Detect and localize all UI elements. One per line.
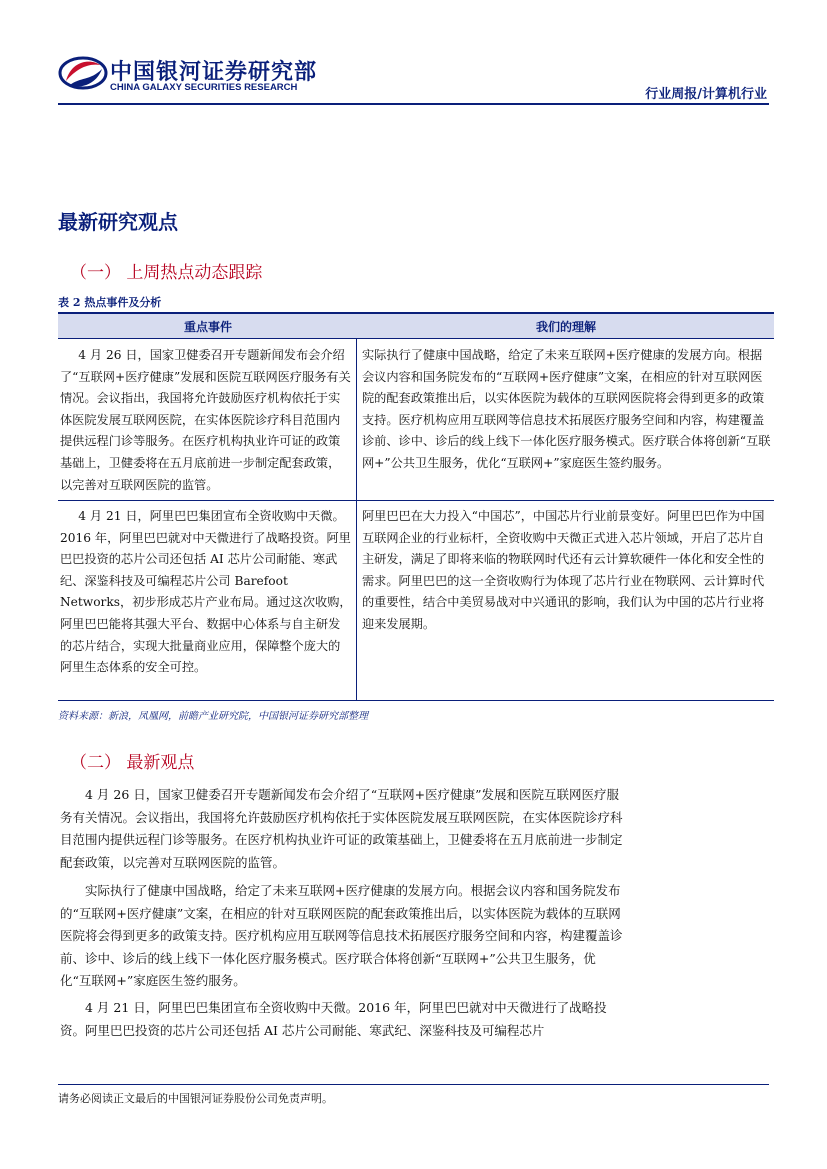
brand-name-cn: 中国银河证券研究部 (110, 60, 318, 85)
section-heading-1: （一） 上周热点动态跟踪 (70, 263, 263, 283)
table-source-note: 资料来源：新浪，凤凰网，前瞻产业研究院，中国银河证券研究部整理 (58, 711, 368, 722)
table-header-analysis: 我们的理解 (535, 320, 596, 334)
page-title: 最新研究观点 (58, 210, 178, 234)
galaxy-logo-icon (58, 55, 108, 91)
table-column-divider (356, 338, 357, 700)
body-paragraph-2: 实际执行了健康中国战略，给定了未来互联网+医疗健康的发展方向。根据会议内容和国务院发布的“互联网+医疗健康”文案，在相应的针对互联网医院的配套政策推出后，以实体医院为载体的互联网医院将会得到更多的政策支持。医疗机构应用互联网等信息技术拓展医疗服务空间和内容，构建覆盖诊前、诊中、诊后的线上线下一体化医疗服务模式。医疗联合体将创新“互联网+”公共卫生服务，优化“互联网+”家庭医生签约服务。 (60, 883, 623, 988)
table-cell-analysis-1: 实际执行了健康中国战略，给定了未来互联网+医疗健康的发展方向。根据会议内容和国务院发布的“互联网+医疗健康”文案，在相应的针对互联网医院的配套政策推出后，以实体医院为载体的互联网医院将会得到更多的政策支持。医疗机构应用互联网等信息技术拓展医疗服务空间和内容，构建覆盖诊前、诊中、诊后的线上线下一体化医疗服务模式。医疗联合体将创新“互联网+”公共卫生服务，优化“互联网+”家庭医生签约服务。 (362, 348, 771, 470)
table-caption: 表 2 热点事件及分析 (58, 296, 162, 309)
table-cell-event-1: 4 月 26 日，国家卫健委召开专题新闻发布会介绍了“互联网+医疗健康”发展和医院互联网医疗服务有关情况。会议指出，我国将允许鼓励医疗机构依托于实体医院发展互联网医院，在实体医院诊疗科目范围内提供远程门诊等服务。在医疗机构执业许可证的政策基础上，卫健委将在五月底前进一步制定配套政策，以完善对互联网医院的监管。 (60, 348, 351, 492)
body-paragraph-3: 4 月 21 日，阿里巴巴集团宣布全资收购中天微。2016 年，阿里巴巴就对中天微进行了战略投资。阿里巴巴投资的芯片公司还包括 AI 芯片公司耐能、寒武纪、深鉴科技及可编程芯片 (60, 1000, 607, 1038)
table-cell-analysis-2: 阿里巴巴在大力投入“中国芯”，中国芯片行业前景变好。阿里巴巴作为中国互联网企业的行业标杆，全资收购中天微正式进入芯片领域，开启了芯片自主研发，满足了即将来临的物联网时代还有云计算软硬件一体化和安全性的需求。阿里巴巴的这一全资收购行为体现了芯片行业在物联网、云计算时代的重要性，结合中美贸易战对中兴通讯的影响，我们认为中国的芯片行业将迎来发展期。 (362, 509, 765, 631)
report-type: 行业周报/计算机行业 (645, 87, 767, 102)
table-row-rule (58, 500, 774, 501)
body-paragraph-1: 4 月 26 日，国家卫健委召开专题新闻发布会介绍了“互联网+医疗健康”发展和医院互联网医疗服务有关情况。会议指出，我国将允许鼓励医疗机构依托于实体医院发展互联网医院，在实体医院诊疗科目范围内提供远程门诊等服务。在医疗机构执业许可证的政策基础上，卫健委将在五月底前进一步制定配套政策，以完善对互联网医院的监管。 (60, 787, 623, 870)
brand-name-en: CHINA GALAXY SECURITIES RESEARCH (110, 82, 298, 93)
footer-divider (58, 1084, 769, 1085)
header-divider (58, 103, 769, 105)
table-bottom-rule (58, 700, 774, 701)
table-header-rule (58, 338, 774, 339)
table-cell-event-2: 4 月 21 日，阿里巴巴集团宣布全资收购中天微。2016 年，阿里巴巴就对中天微进行了战略投资。阿里巴巴投资的芯片公司还包括 AI 芯片公司耐能、寒武纪、深鉴科技及可编程芯片公司 Barefoot Networks，初步形成芯片产业布局。通过这次收购，阿里巴巴能将其强大平台、数据中心体系与自主研发的芯片结合，实现大批量商业应用，保障整个庞大的阿里生态体系的安全可控。 (60, 509, 352, 675)
footer-disclaimer: 请务必阅读正文最后的中国银河证券股份公司免责声明。 (58, 1092, 333, 1105)
section-heading-2: （二） 最新观点 (70, 753, 195, 773)
table-header-event: 重点事件 (183, 320, 232, 334)
